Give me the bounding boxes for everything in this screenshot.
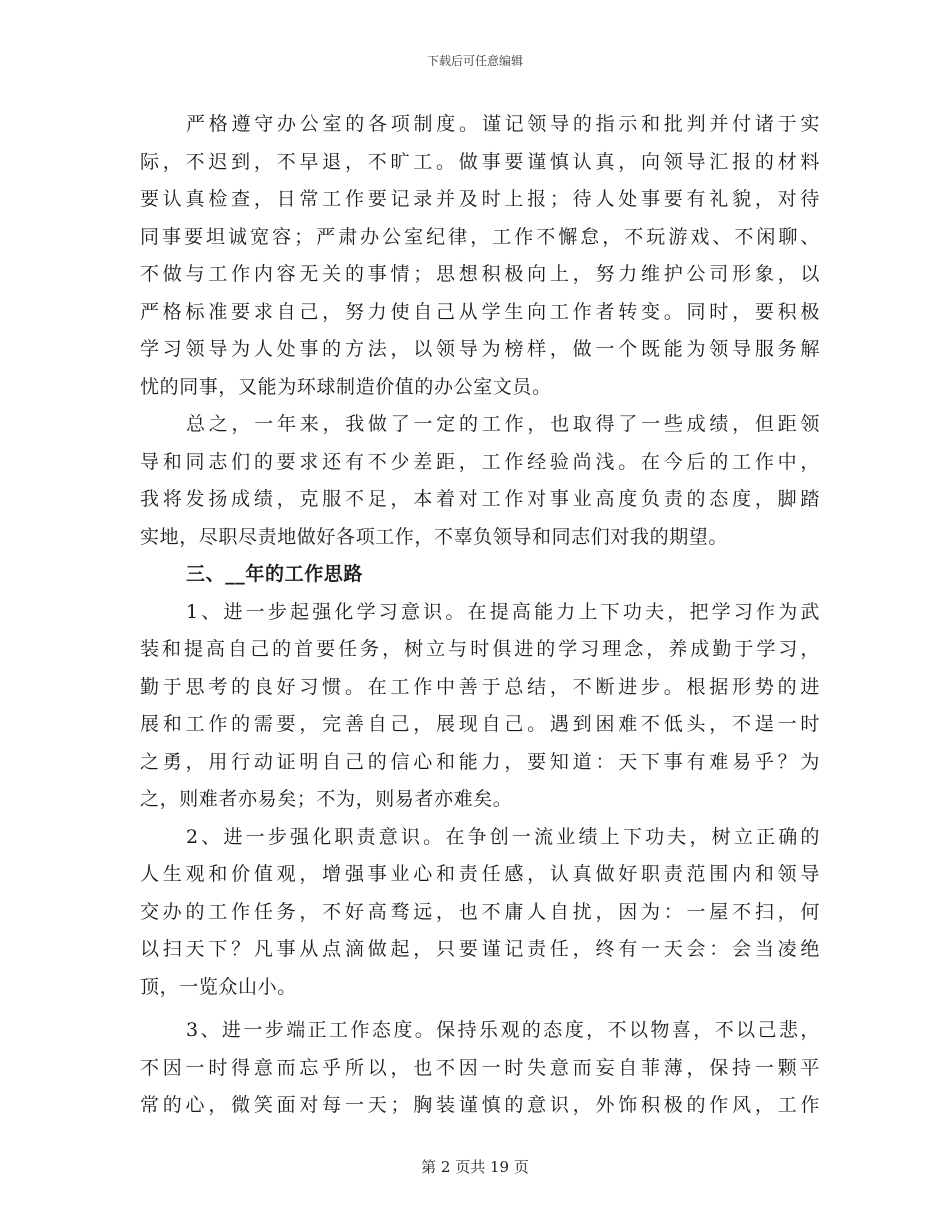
text-line: 之勇，用行动证明自己的信心和能力，要知道：天下事有难易乎？为 — [140, 750, 820, 773]
text-line: 装和提高自己的首要任务，树立与时俱进的学习理念，养成勤于学习， — [140, 638, 820, 660]
text-line: 人生观和价值观，增强事业心和责任感，认真做好职责范围内和领导 — [140, 863, 820, 885]
section-heading: 三、__年的工作思路 — [186, 563, 364, 585]
text-line: 实地，尽职尽责地做好各项工作，不辜负领导和同志们对我的期望。 — [140, 525, 729, 548]
paragraph — [140, 406, 820, 556]
text-line: 我将发扬成绩，克服不足，本着对工作对事业高度负责的态度，脚踏 — [140, 488, 820, 510]
paragraph — [140, 594, 820, 819]
text-line: 同事要坦诚宽容；严肃办公室纪律，工作不懈怠，不玩游戏、不闲聊、 — [140, 225, 820, 248]
text-line: 顶，一览众山小。 — [140, 975, 297, 998]
page-header: 下载后可任意编辑 — [426, 54, 523, 68]
text-line: 之，则难者亦易矣；不为，则易者亦难矣。 — [140, 788, 513, 810]
paragraph — [140, 1012, 820, 1125]
text-line: 学习领导为人处事的方法，以领导为榜样，做一个既能为领导服务解 — [140, 338, 820, 360]
text-line: 展和工作的需要，完善自己，展现自己。遇到困难不低头，不逞一时 — [140, 713, 820, 735]
paragraph — [140, 106, 820, 406]
text-line: 不因一时得意而忘乎所以，也不因一时失意而妄自菲薄，保持一颗平 — [140, 1056, 820, 1079]
text-line: 1、进一步起强化学习意识。在提高能力上下功夫，把学习作为武 — [186, 600, 820, 623]
text-line: 导和同志们的要求还有不少差距，工作经验尚浅。在今后的工作中， — [140, 450, 820, 473]
text-line: 3、进一步端正工作态度。保持乐观的态度，不以物喜，不以己悲， — [186, 1019, 820, 1041]
text-line: 忧的同事，又能为环球制造价值的办公室文员。 — [140, 375, 552, 398]
text-line: 严格遵守办公室的各项制度。谨记领导的指示和批判并付诸于实 — [186, 113, 820, 135]
paragraph — [140, 819, 820, 1007]
text-line: 际，不迟到，不早退，不旷工。做事要谨慎认真，向领导汇报的材料 — [140, 150, 820, 173]
page-footer: 第 2 页共 19 页 — [421, 1158, 529, 1176]
text-line: 要认真检查，日常工作要记录并及时上报；待人处事要有礼貌，对待 — [140, 188, 820, 210]
text-line: 严格标准要求自己，努力使自己从学生向工作者转变。同时，要积极 — [140, 300, 820, 323]
text-line: 2、进一步强化职责意识。在争创一流业绩上下功夫，树立正确的 — [186, 825, 820, 848]
text-line: 勤于思考的良好习惯。在工作中善于总结，不断进步。根据形势的进 — [140, 675, 820, 698]
document-body — [140, 106, 820, 1125]
text-line: 交办的工作任务，不好高骛远，也不庸人自扰，因为：一屋不扫，何 — [140, 900, 820, 923]
text-line: 以扫天下？凡事从点滴做起，只要谨记责任，终有一天会：会当凌绝 — [140, 938, 820, 960]
text-line: 常的心，微笑面对每一天；胸装谨慎的意识，外饰积极的作风，工作 — [140, 1094, 820, 1116]
text-line: 总之，一年来，我做了一定的工作，也取得了一些成绩，但距领 — [186, 413, 820, 435]
text-line: 不做与工作内容无关的事情；思想积极向上，努力维护公司形象，以 — [140, 263, 820, 285]
